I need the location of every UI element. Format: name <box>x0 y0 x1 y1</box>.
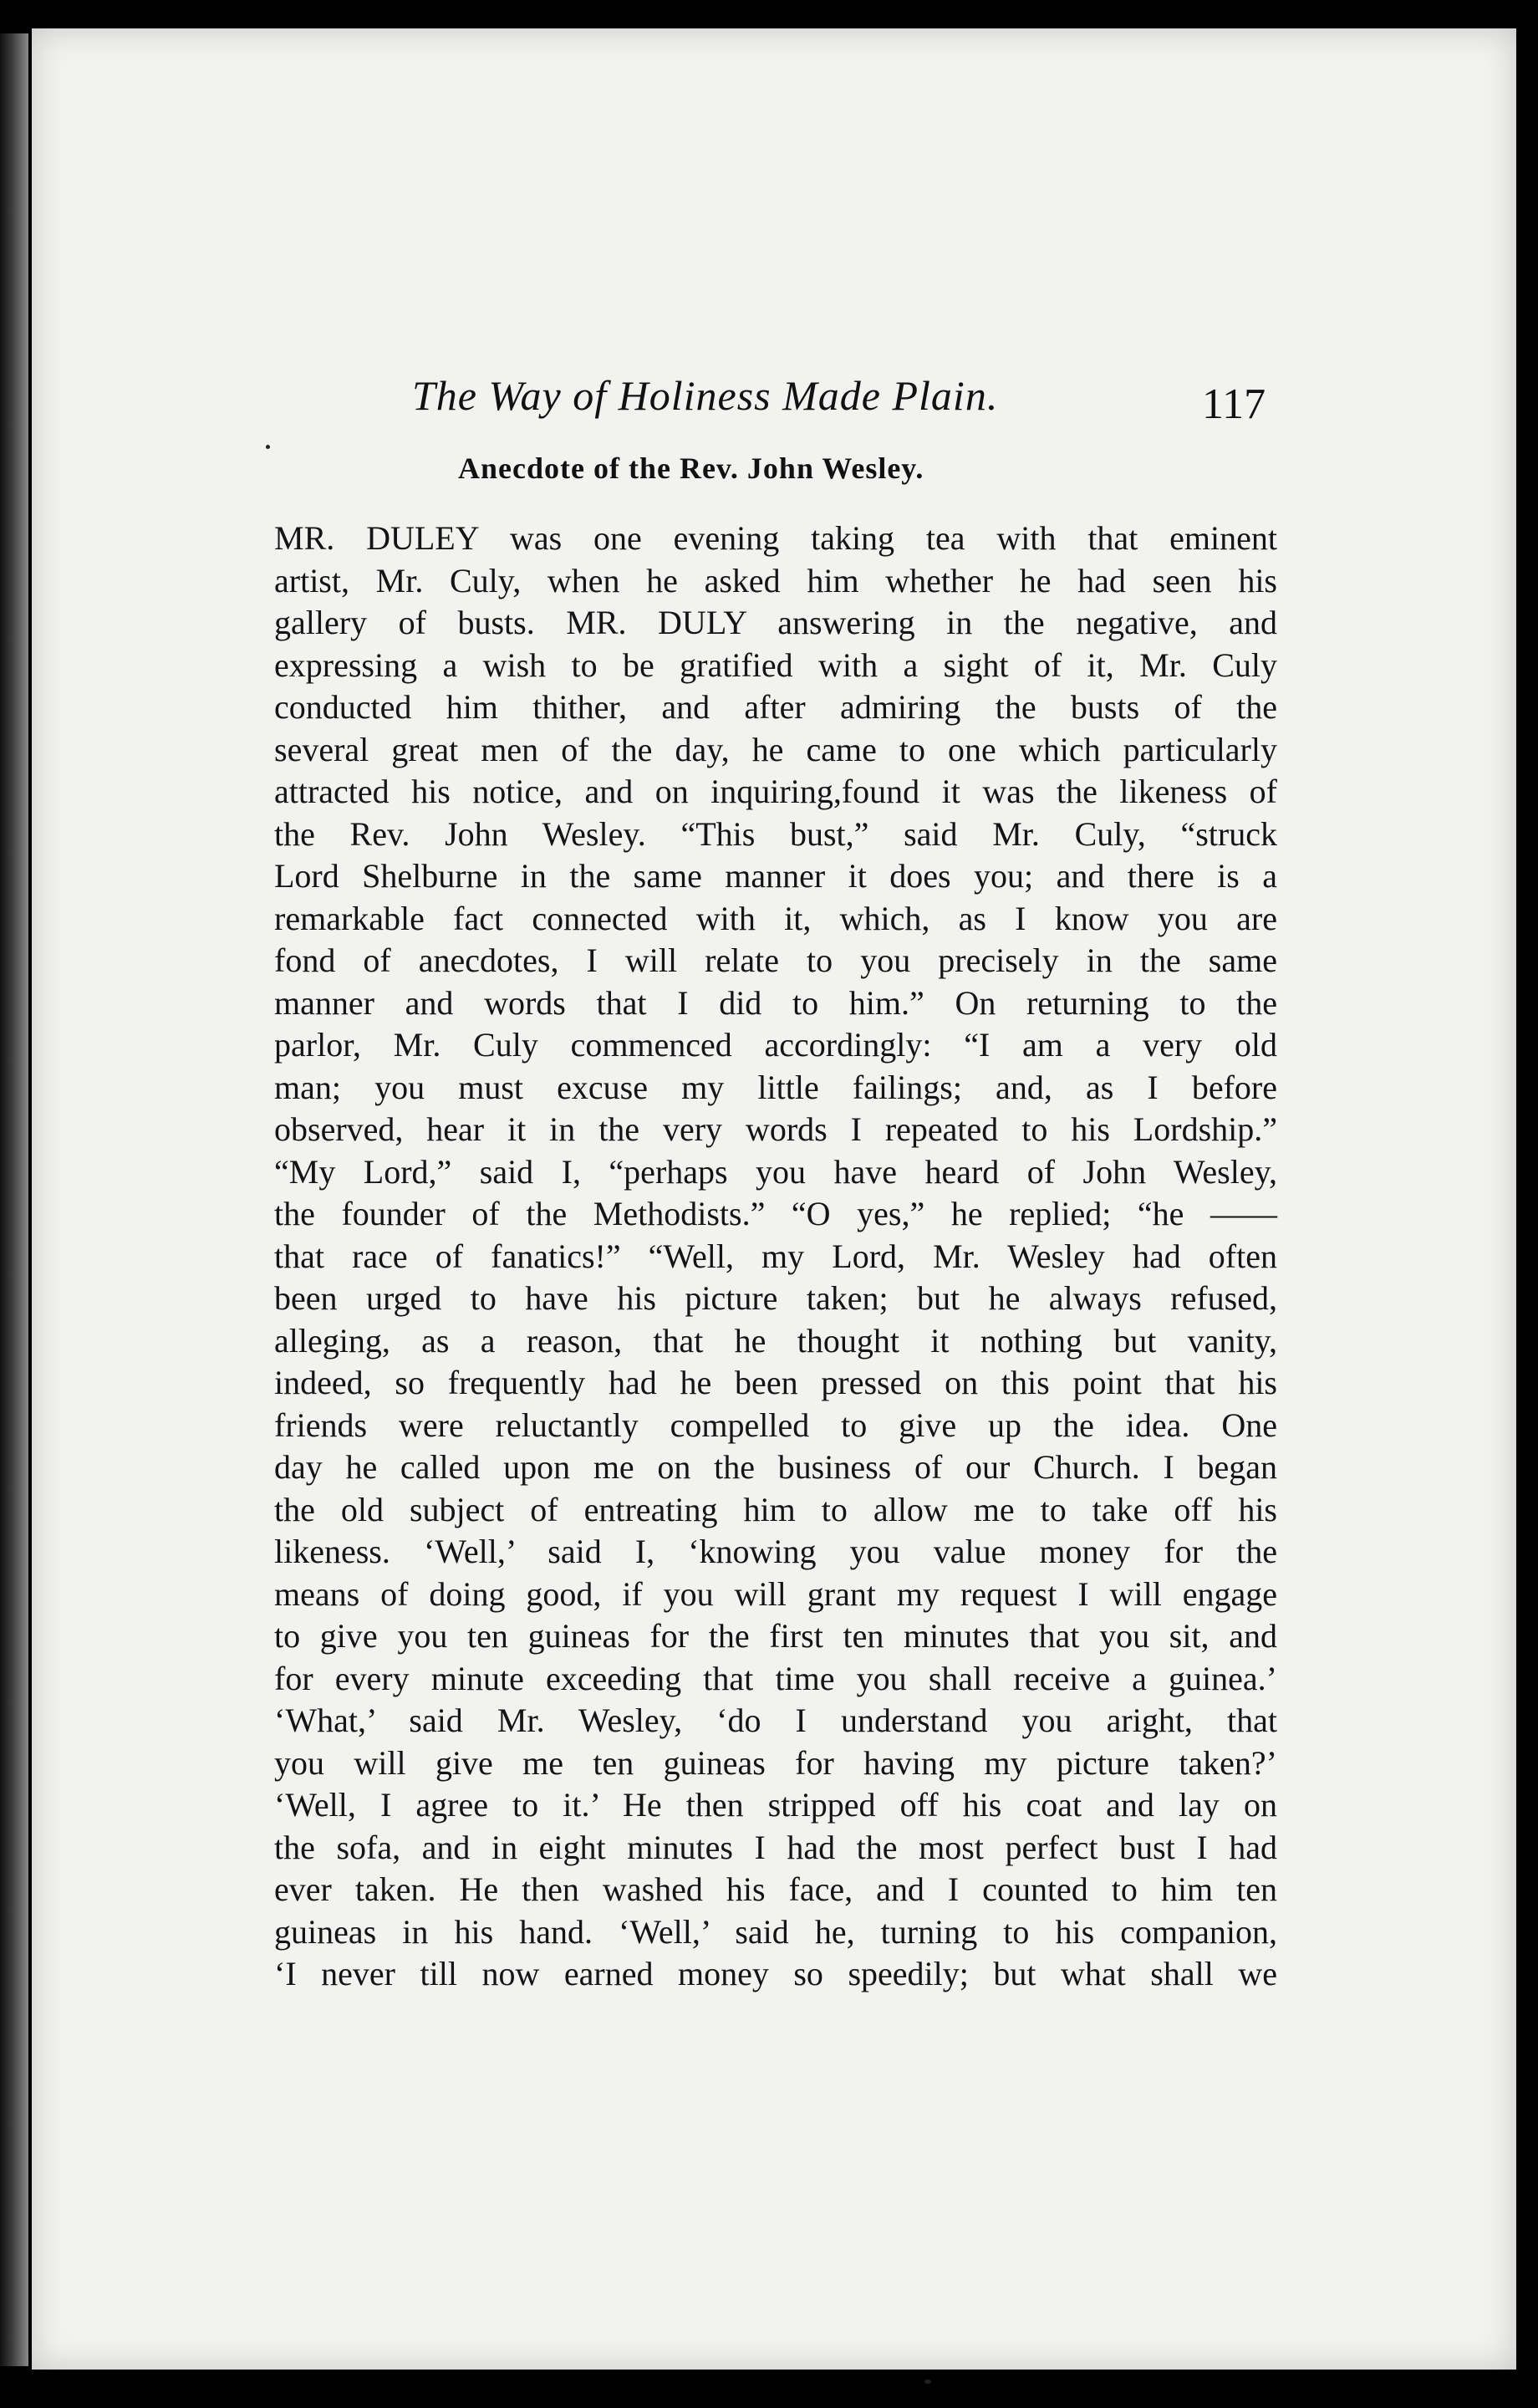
text-line: you will give me ten guineas for having my picture taken?’ <box>274 1743 1277 1782</box>
text-line: ‘Well, I agree to it.’ He then stripped off his coat and lay on <box>274 1786 1277 1824</box>
text-line: manner and words that I did to him.” On returning to the <box>274 983 1277 1022</box>
text-line: day he called upon me on the business of our Church. I began <box>274 1448 1277 1486</box>
text-line: MR. DULEY was one evening taking tea with that eminent <box>274 519 1277 557</box>
text-line: man; you must excuse my little failings; and, as I before <box>274 1068 1277 1106</box>
text-line: gallery of busts. MR. DULY answering in the negative, and <box>274 604 1277 641</box>
text-line: the old subject of entreating him to allow me to take off his <box>274 1490 1277 1528</box>
text-line: observed, hear it in the very words I repeated to his Lordship.” <box>274 1110 1277 1148</box>
text-line: means of doing good, if you will grant my request I will engage <box>274 1574 1277 1613</box>
text-line: likeness. ‘Well,’ said I, ‘knowing you value money for the <box>274 1533 1277 1570</box>
text-line: several great men of the day, he came to one which particularly <box>274 730 1277 768</box>
text-line: alleging, as a reason, that he thought it nothing but vanity, <box>274 1321 1277 1360</box>
text-line: ever taken. He then washed his face, and I counted to him ten <box>274 1870 1277 1908</box>
text-line: Lord Shelburne in the same manner it does you; and there is a <box>274 857 1277 895</box>
text-line: for every minute exceeding that time you shall receive a guinea.’ <box>274 1659 1277 1697</box>
text-line: ‘I never till now earned money so speedily; but what shall we <box>274 1955 1277 1992</box>
text-line: conducted him thither, and after admiring the busts of the <box>274 688 1277 726</box>
text-line: parlor, Mr. Culy commenced accordingly: “I am a very old <box>274 1026 1277 1064</box>
text-line: indeed, so frequently had he been pressed on this point that his <box>274 1364 1277 1401</box>
book-page <box>32 28 1516 2370</box>
text-line: artist, Mr. Culy, when he asked him whether he had seen his <box>274 561 1277 599</box>
text-line: expressing a wish to be gratified with a sight of it, Mr. Culy <box>274 645 1277 684</box>
text-line: “My Lord,” said I, “perhaps you have heard of John Wesley, <box>274 1152 1277 1191</box>
text-line: the sofa, and in eight minutes I had the most perfect bust I had <box>274 1828 1277 1866</box>
text-line: fond of anecdotes, I will relate to you precisely in the same <box>274 941 1277 979</box>
text-line: the founder of the Methodists.” “O yes,” he replied; “he —— <box>274 1195 1277 1232</box>
text-line: attracted his notice, and on inquiring,found it was the likeness of <box>274 773 1277 810</box>
text-line: remarkable fact connected with it, which, as I know you are <box>274 899 1277 937</box>
section-heading: Anecdote of the Rev. John Wesley. <box>458 452 924 485</box>
text-line: that race of fanatics!” “Well, my Lord, Mr. Wesley had often <box>274 1237 1277 1275</box>
running-head: The Way of Holiness Made Plain. <box>412 372 999 419</box>
text-line: guineas in his hand. ‘Well,’ said he, turning to his companion, <box>274 1912 1277 1951</box>
page-number: 117 <box>1202 380 1266 428</box>
text-line: friends were reluctantly compelled to give up the idea. One <box>274 1406 1277 1444</box>
text-line: been urged to have his picture taken; but he always refused, <box>274 1279 1277 1317</box>
text-line: the Rev. John Wesley. “This bust,” said Mr. Culy, “struck <box>274 814 1277 853</box>
scan-speck <box>924 2380 931 2384</box>
facing-page-edge <box>0 33 28 2366</box>
text-line: ‘What,’ said Mr. Wesley, ‘do I understand you aright, that <box>274 1701 1277 1739</box>
text-line: to give you ten guineas for the first ten minutes that you sit, and <box>274 1617 1277 1655</box>
scan-speck <box>266 445 270 449</box>
body-text <box>274 518 1277 1996</box>
